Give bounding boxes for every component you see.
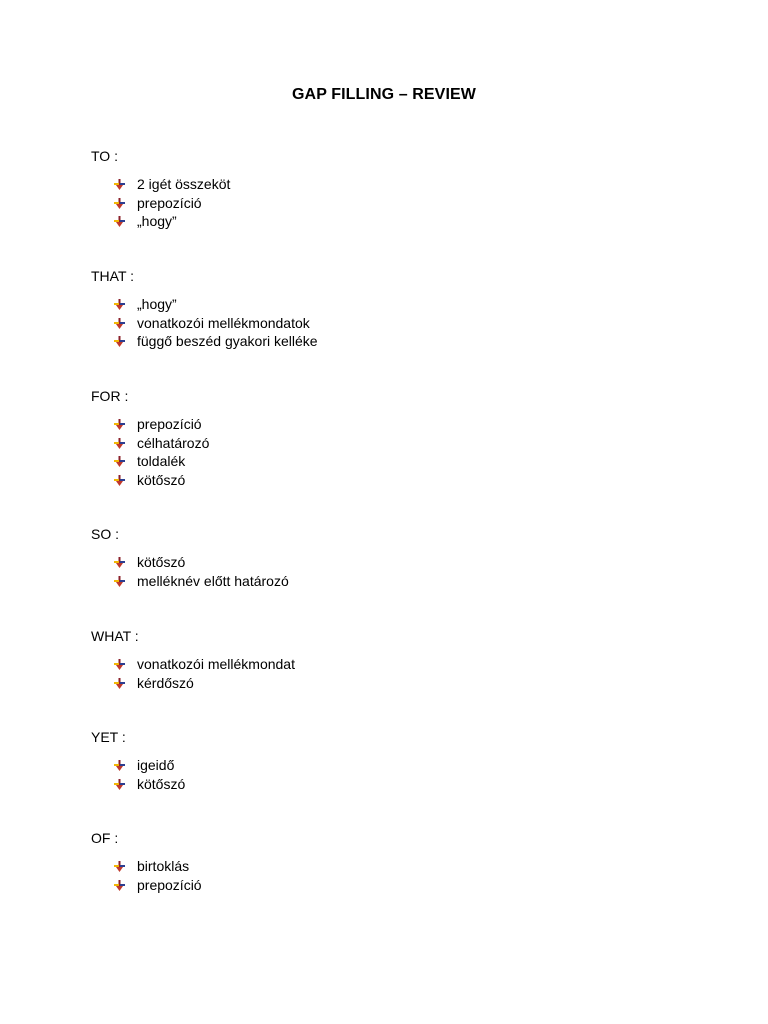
list-item-text: kötőszó — [137, 471, 186, 488]
list-item — [91, 876, 202, 895]
section-for — [91, 387, 209, 489]
list-item — [91, 572, 289, 591]
list-item-text: kötőszó — [137, 554, 186, 570]
arrow-down-bullet-icon — [114, 336, 125, 347]
list-item-text: prepozíció — [137, 194, 202, 211]
list-item — [91, 212, 230, 231]
list-item-text: kérdőszó — [137, 674, 194, 691]
list-item-text: vonatkozói mellékmondat — [137, 656, 295, 672]
list-item-text: prepozíció — [137, 416, 202, 432]
arrow-down-bullet-icon — [114, 880, 125, 891]
list-item — [91, 415, 209, 434]
list-item-text: birtoklás — [137, 858, 190, 874]
arrow-down-bullet-icon — [114, 419, 125, 430]
arrow-down-bullet-icon — [114, 198, 125, 209]
arrow-down-bullet-icon — [114, 760, 125, 771]
section-to — [91, 147, 230, 231]
section-term: YET : — [91, 729, 126, 745]
arrow-down-bullet-icon — [114, 318, 125, 329]
list-item — [91, 857, 202, 876]
list-item — [91, 295, 318, 314]
list-item — [91, 194, 230, 213]
item-list — [91, 175, 230, 231]
arrow-down-bullet-icon — [114, 861, 125, 872]
list-item-text: vonatkozói mellékmondatok — [137, 314, 310, 331]
list-item — [91, 553, 289, 572]
section-that — [91, 267, 318, 351]
section-what — [91, 627, 295, 692]
list-item — [91, 471, 209, 490]
arrow-down-bullet-icon — [114, 216, 125, 227]
arrow-down-bullet-icon — [114, 475, 125, 486]
page-title: GAP FILLING – REVIEW — [292, 86, 476, 103]
list-item-text: kötőszó — [137, 775, 186, 792]
arrow-down-bullet-icon — [114, 179, 125, 190]
list-item — [91, 434, 209, 453]
section-term: FOR : — [91, 388, 129, 404]
arrow-down-bullet-icon — [114, 557, 125, 568]
section-so — [91, 525, 289, 590]
section-term: TO : — [91, 148, 118, 164]
arrow-down-bullet-icon — [114, 456, 125, 467]
list-item — [91, 175, 230, 194]
section-of — [91, 829, 202, 894]
item-list — [91, 655, 295, 692]
list-item-text: „hogy” — [137, 296, 177, 312]
list-item-text: prepozíció — [137, 876, 202, 893]
section-term: SO : — [91, 526, 120, 542]
list-item-text: „hogy” — [137, 213, 177, 229]
list-item — [91, 314, 318, 333]
list-item-text: igeidő — [137, 757, 175, 773]
section-term: WHAT : — [91, 628, 139, 644]
arrow-down-bullet-icon — [114, 299, 125, 310]
list-item — [91, 452, 209, 471]
arrow-down-bullet-icon — [114, 438, 125, 449]
item-list — [91, 553, 289, 590]
list-item — [91, 674, 295, 693]
item-list — [91, 295, 318, 351]
list-item-text: célhatározó — [137, 434, 210, 451]
item-list — [91, 857, 202, 894]
section-term: THAT : — [91, 268, 135, 284]
list-item — [91, 756, 185, 775]
list-item — [91, 332, 318, 351]
list-item-text: toldalék — [137, 453, 186, 469]
list-item-text: melléknév előtt határozó — [137, 572, 289, 589]
arrow-down-bullet-icon — [114, 779, 125, 790]
section-term: OF : — [91, 830, 119, 846]
item-list — [91, 415, 209, 489]
item-list — [91, 756, 185, 793]
list-item — [91, 775, 185, 794]
arrow-down-bullet-icon — [114, 678, 125, 689]
list-item-text: függő beszéd gyakori kelléke — [137, 333, 318, 349]
section-yet — [91, 728, 185, 793]
arrow-down-bullet-icon — [114, 576, 125, 587]
arrow-down-bullet-icon — [114, 659, 125, 670]
list-item — [91, 655, 295, 674]
list-item-text: 2 igét összeköt — [137, 176, 231, 192]
